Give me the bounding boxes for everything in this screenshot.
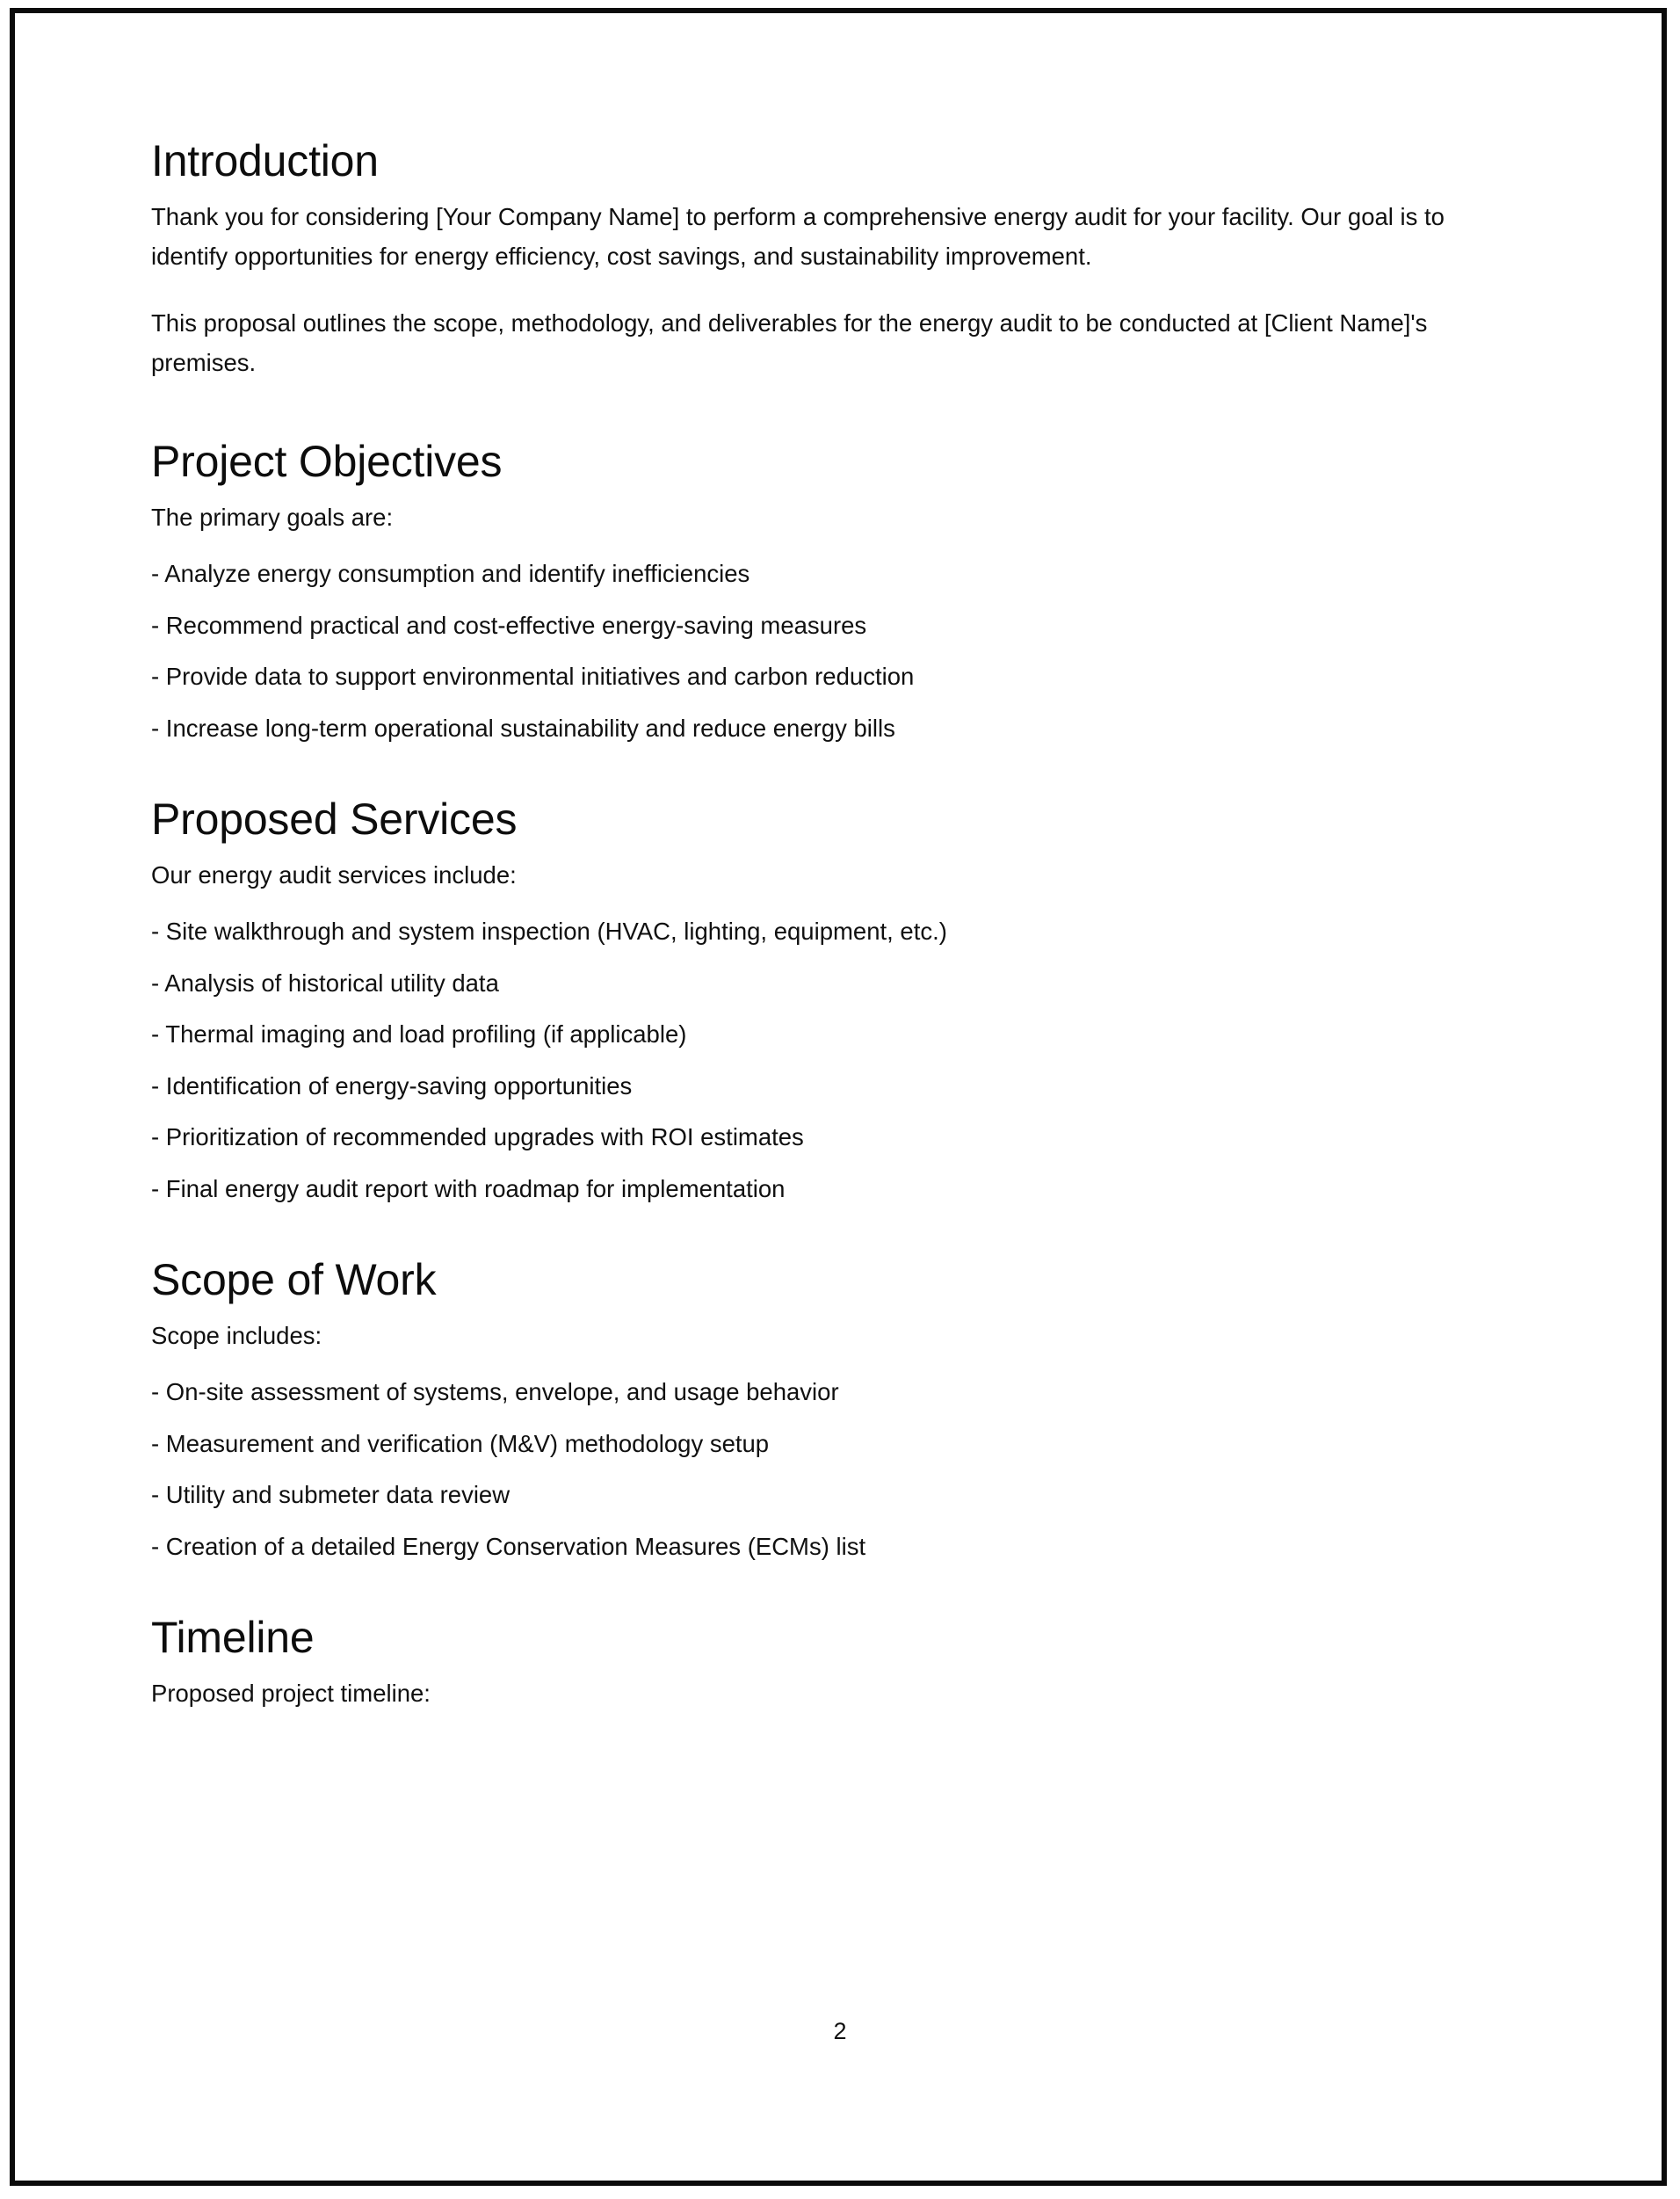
list-item: - On-site assessment of systems, envelope, and usage behavior [151,1378,839,1406]
section-proposed-services [151,795,1509,844]
heading-introduction: Introduction [151,136,379,185]
list-item: - Identification of energy-saving opportunities [151,1071,633,1100]
section-project-objectives [151,437,1509,486]
lead-in-text: Scope includes: [151,1322,322,1350]
section-timeline [151,1613,1509,1662]
list-item: - Final energy audit report with roadmap for implementation [151,1174,786,1202]
list-item: - Recommend practical and cost-effective energy-saving measures [151,611,867,639]
list-scope-of-work [151,1380,1509,1558]
list-item: - Prioritization of recommended upgrades with ROI estimates [151,1123,804,1151]
list-project-objectives [151,562,1509,740]
list-proposed-services [151,919,1509,1201]
heading-scope-of-work: Scope of Work [151,1255,437,1305]
list-item: - Creation of a detailed Energy Conservation Measures (ECMs) list [151,1532,866,1560]
introduction-paragraphs [151,198,1509,382]
heading-project-objectives: Project Objectives [151,437,503,487]
section-introduction [151,136,1509,185]
paragraph: This proposal outlines the scope, methodology, and deliverables for the energy audit to be conducted at [Client Name]'s premises. [151,309,1428,376]
list-item: - Site walkthrough and system inspection (HVAC, lighting, equipment, etc.) [151,918,947,946]
paragraph: Thank you for considering [Your Company Name] to perform a comprehensive energy audit for your facility. Our goal is to identify opportunities for energy efficiency, cost savings, and sustainability improvement. [151,203,1445,270]
heading-timeline: Timeline [151,1613,315,1663]
list-item: - Measurement and verification (M&V) methodology setup [151,1429,770,1457]
section-scope-of-work [151,1255,1509,1304]
list-item: - Utility and submeter data review [151,1481,511,1509]
list-item: - Analyze energy consumption and identify inefficiencies [151,560,750,588]
list-item: - Analysis of historical utility data [151,969,499,997]
heading-proposed-services: Proposed Services [151,795,518,845]
page-number: 2 [833,2018,847,2044]
lead-in-text: Our energy audit services include: [151,861,517,889]
lead-in-text: Proposed project timeline: [151,1680,431,1708]
list-item: - Thermal imaging and load profiling (if applicable) [151,1020,687,1049]
lead-in-text: The primary goals are: [151,504,394,532]
document-body [151,136,1509,1713]
list-item: - Provide data to support environmental initiatives and carbon reduction [151,663,915,691]
list-item: - Increase long-term operational sustainability and reduce energy bills [151,714,895,742]
